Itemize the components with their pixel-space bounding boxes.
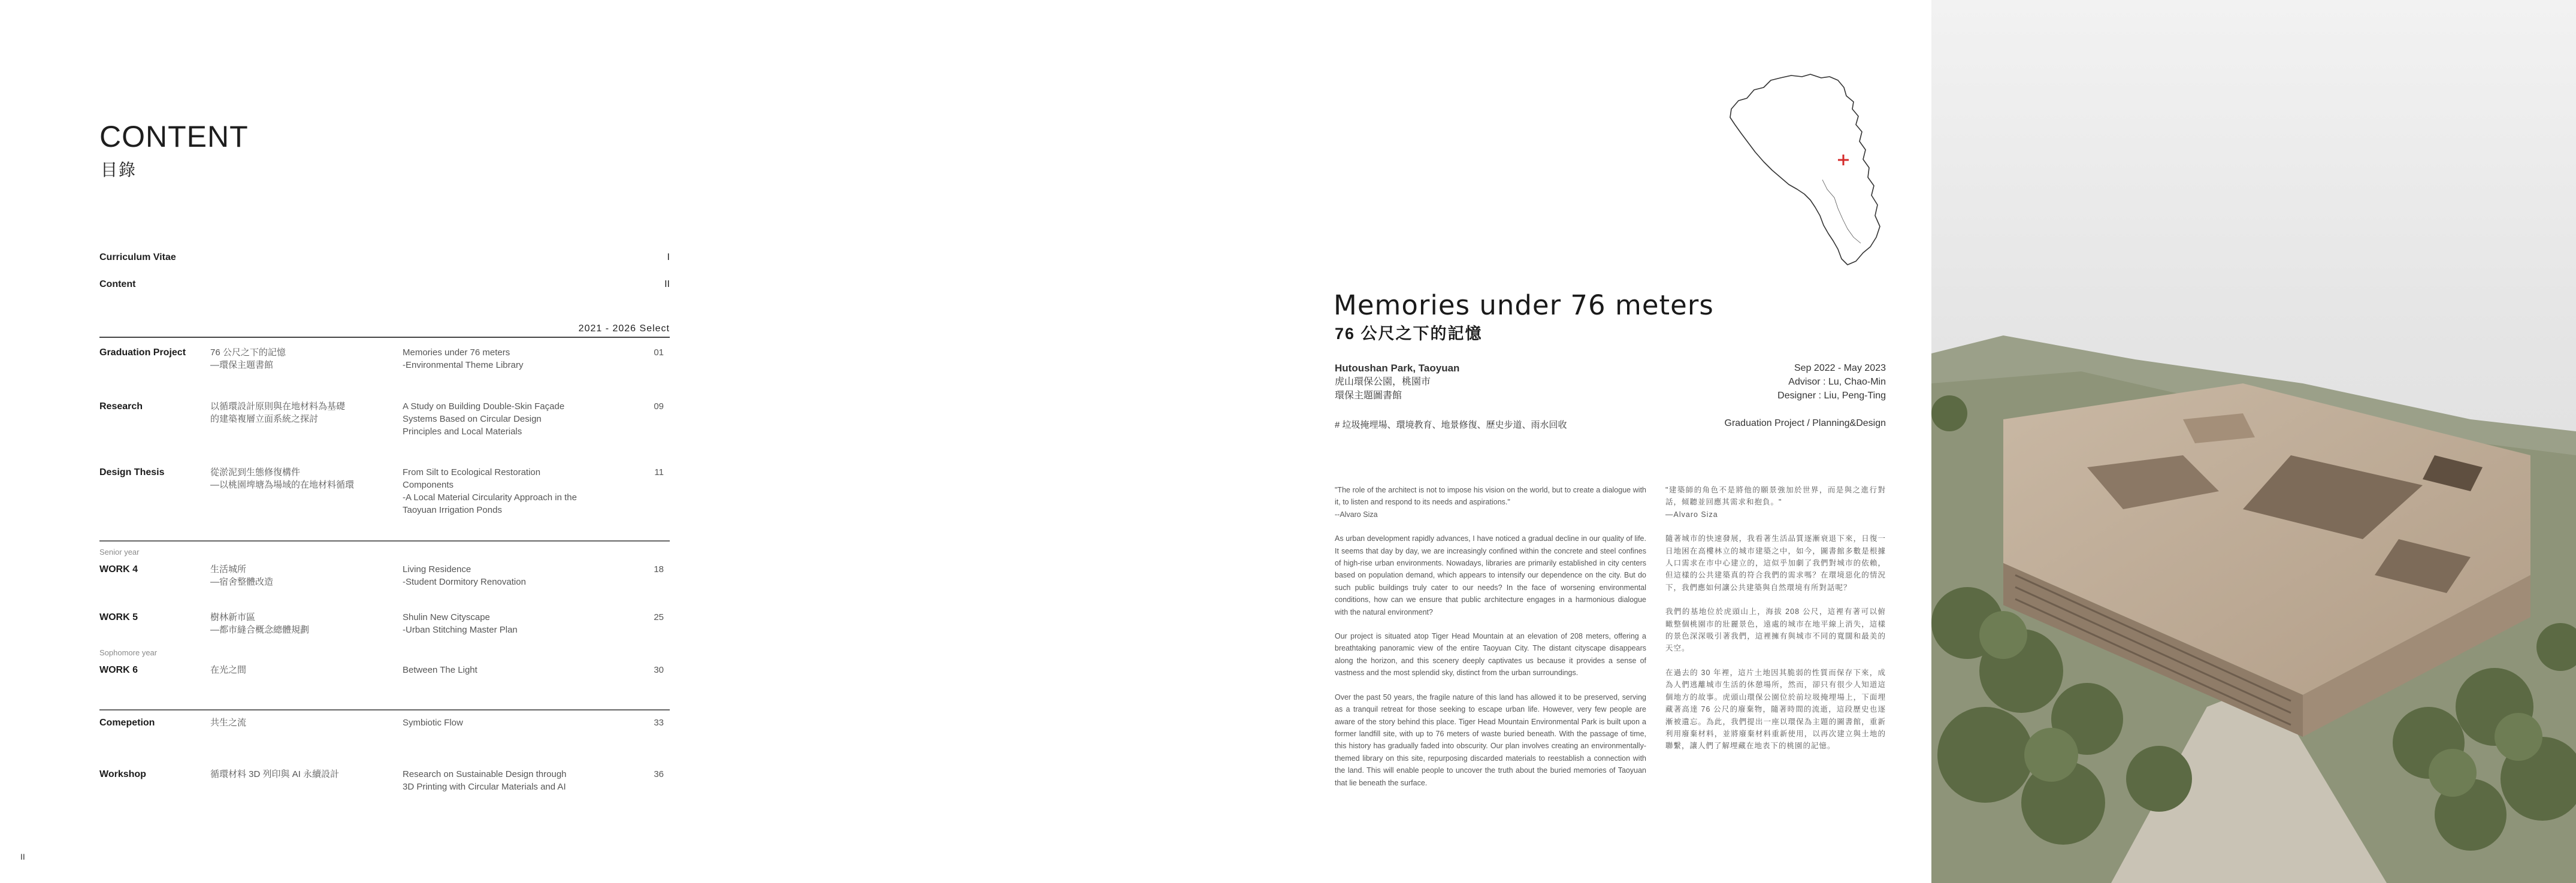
divider: [99, 337, 670, 338]
quote-en-author: --Alvaro Siza: [1335, 510, 1378, 519]
description-en: [1335, 484, 1646, 801]
toc-row-workshop[interactable]: [99, 768, 670, 798]
toc-page-number: 36: [654, 769, 664, 779]
year-label-sophomore: Sophomore year: [99, 648, 158, 657]
project-advisor: Advisor : Lu, Chao-Min: [1788, 377, 1886, 387]
divider: [99, 709, 670, 710]
toc-title-zh: 共生之流: [210, 718, 247, 728]
toc-page-number: 18: [654, 564, 664, 574]
site-name: Hutoushan Park, Taoyuan: [1335, 362, 1460, 374]
toc-row-work5[interactable]: [99, 611, 670, 641]
select-years-label: 2021 - 2026 Select: [578, 323, 670, 334]
toc-row-graduation[interactable]: [99, 346, 670, 388]
quote-zh-author: —Alvaro Siza: [1665, 510, 1718, 519]
taoyuan-location-map: [1721, 72, 1900, 276]
toc-category: WORK 5: [99, 612, 138, 622]
contents-title: CONTENT: [99, 120, 249, 153]
front-item-cv[interactable]: Curriculum Vitae: [99, 252, 176, 262]
quote-en-text: "The role of the architect is not to impose his vision on the world, but to create a dialogue with it, to listen and respond to its needs and aspirations.": [1335, 486, 1646, 507]
toc-title-zh: 樹林新市區 —都市縫合概念總體規劃: [210, 612, 310, 635]
toc-title-en: Shulin New Cityscape -Urban Stitching Master Plan: [403, 612, 518, 635]
toc-category: Comepetion: [99, 718, 155, 728]
toc-title-en: Between The Light: [403, 665, 477, 675]
toc-title-zh: 76 公尺之下的記憶 —環保主題書館: [210, 347, 286, 370]
region-outline: [1730, 74, 1880, 265]
toc-row-research[interactable]: [99, 400, 670, 448]
toc-title-en: From Silt to Ecological Restoration Components -A Local Material Circularity Approach in the Taoyuan Irrigation Ponds: [403, 467, 577, 515]
toc-category: Research: [99, 401, 143, 412]
project-designer: Designer : Liu, Peng-Ting: [1777, 391, 1886, 401]
toc-page-number: 11: [654, 467, 664, 477]
toc-category: Workshop: [99, 769, 146, 779]
toc-page-number: 09: [654, 401, 664, 412]
front-item-content[interactable]: Content: [99, 279, 136, 289]
toc-title-zh: 在光之間: [210, 665, 247, 675]
toc-page-number: 30: [654, 665, 664, 675]
contents-title-zh: 目錄: [101, 161, 137, 179]
toc-title-en: Memories under 76 meters -Environmental Theme Library: [403, 347, 524, 370]
toc-title-en: Research on Sustainable Design through 3D Printing with Circular Materials and AI: [403, 769, 567, 792]
toc-title-zh: 以循環設計原則與在地材料為基礎 的建築複層立面系統之探討: [210, 401, 346, 424]
quote-en: [1335, 484, 1646, 521]
architectural-model-photo: [1931, 0, 2576, 883]
toc-row-work4[interactable]: [99, 563, 670, 593]
project-date: Sep 2022 - May 2023: [1794, 363, 1886, 373]
quote-zh-text: "建築師的角色不是將他的願景強加於世界，而是與之進行對話，傾聽並回應其需求和抱負。": [1665, 486, 1886, 507]
paragraph: Over the past 50 years, the fragile nature of this land has allowed it to be preserved, serving as a tranquil retreat for those seeking to escape urban life. However, very few people are aware of the story behind this place. Tiger Head Mountain Environmental Park is built upon a former landfill site, with up to 76 meters of waste buried beneath. With the passage of time, this history has gradually faded into obscurity. Our plan involves creating an environmentally-themed library on this site, repurposing discarded materials to reestablish a connection with the land. This will enable people to uncover the truth about the buried memories of Taoyuan that lie beneath the surface.: [1335, 693, 1646, 787]
paragraph: As urban development rapidly advances, I have noticed a gradual decline in our quality of life. It seems that day by day, we are increasingly confined within the concrete and steel confines of high-rise urban environments. Nowadays, libraries are primarily established in city centers based on population demand, which appears to intensify our dependence on the city. But do such public buildings truly cater to our needs? In the face of worsening environmental conditions, how can we ensure that public architecture engages in a harmonious dialogue with the natural environment?: [1335, 534, 1646, 616]
toc-title-en: Symbiotic Flow: [403, 718, 463, 728]
toc-title-en: A Study on Building Double-Skin Façade Systems Based on Circular Design Principles and Local Materials: [403, 401, 565, 437]
program-zh: 環保主題圖書館: [1335, 391, 1402, 401]
toc-row-thesis[interactable]: [99, 466, 670, 526]
paragraph: 隨著城市的快速發展，我看著生活品質逐漸衰退下來，日復一日地困在高樓林立的城市建築之中，如今，圖書館多數是根據人口需求在市中心建立的，這似乎加劇了我們對城市的依賴，但這樣的公共建築真的符合我們的需求嗎？在環境惡化的情況下，我們應如何讓公共建築與自然環境有所對話呢？: [1665, 534, 1886, 592]
project-title: Memories under 76 meters: [1334, 289, 1714, 321]
toc-row-work6[interactable]: [99, 664, 670, 682]
toc-category: Graduation Project: [99, 347, 186, 358]
toc-title-zh: 生活城所 —宿舍整體改造: [210, 564, 274, 587]
paragraph: Our project is situated atop Tiger Head Mountain at an elevation of 208 meters, offering a breathtaking panoramic view of the entire Taoyuan City. The distant cityscape disappears along the horizon, and this scenery deeply captivates us because it provides a sense of vastness and the most splendid sky, distinct from the urban surroundings.: [1335, 632, 1646, 678]
toc-title-zh: 從淤泥到生態修復構件 —以桃園埤塘為場域的在地材料循環: [210, 467, 355, 490]
front-item-cv-num: I: [667, 252, 670, 262]
paragraph: 在過去的 30 年裡，這片土地因其脆弱的性質而保存下來，成為人們逃離城市生活的休憩場所，然而，卻只有很少人知道這個地方的故事。虎頭山環保公園位於前垃圾掩埋場上，下面埋藏著高達 76 公尺的廢棄物，隨著時間的流逝，這段歷史也逐漸被遺忘。為此，我們提出一座以環保為主題的圖書館，重新利用廢棄材料，並將廢棄材料重新使用，以再次建立與土地的聯繫，讓人們了解埋藏在地表下的桃園的記憶。: [1665, 668, 1886, 751]
toc-page-number: 33: [654, 718, 664, 728]
description-zh: [1665, 484, 1886, 764]
project-tags: # 垃圾掩埋場、環境教育、地景修復、歷史步道、雨水回收: [1335, 420, 1567, 430]
location-marker-icon: [1838, 155, 1849, 165]
toc-category: WORK 4: [99, 564, 138, 574]
toc-row-competition[interactable]: [99, 716, 670, 734]
project-credits: [1777, 361, 1886, 403]
divider: [99, 540, 670, 542]
project-site-info: [1335, 361, 1459, 403]
front-item-content-num: II: [664, 279, 670, 289]
toc-category: Design Thesis: [99, 467, 165, 477]
project-category: Graduation Project / Planning&Design: [1724, 418, 1886, 428]
site-name-zh: 虎山環保公園，桃園市: [1335, 377, 1431, 387]
page-number: II: [20, 852, 25, 861]
toc-title-en: Living Residence -Student Dormitory Renovation: [403, 564, 526, 587]
project-title-zh: 76 公尺之下的記憶: [1335, 325, 1483, 343]
year-label-senior: Senior year: [99, 548, 140, 557]
quote-zh: [1665, 484, 1886, 521]
paragraph: 我們的基地位於虎頭山上，海拔 208 公尺，這裡有著可以俯瞰整個桃園市的壯麗景色，遠處的城市在地平線上消失，這樣的景色深深吸引著我們，這裡擁有與城市不同的寬闊和最美的天空。: [1665, 607, 1886, 653]
toc-page-number: 25: [654, 612, 664, 622]
toc-category: WORK 6: [99, 665, 138, 675]
toc-page-number: 01: [654, 347, 664, 358]
toc-title-zh: 循環材料 3D 列印與 AI 永續設計: [210, 769, 340, 779]
